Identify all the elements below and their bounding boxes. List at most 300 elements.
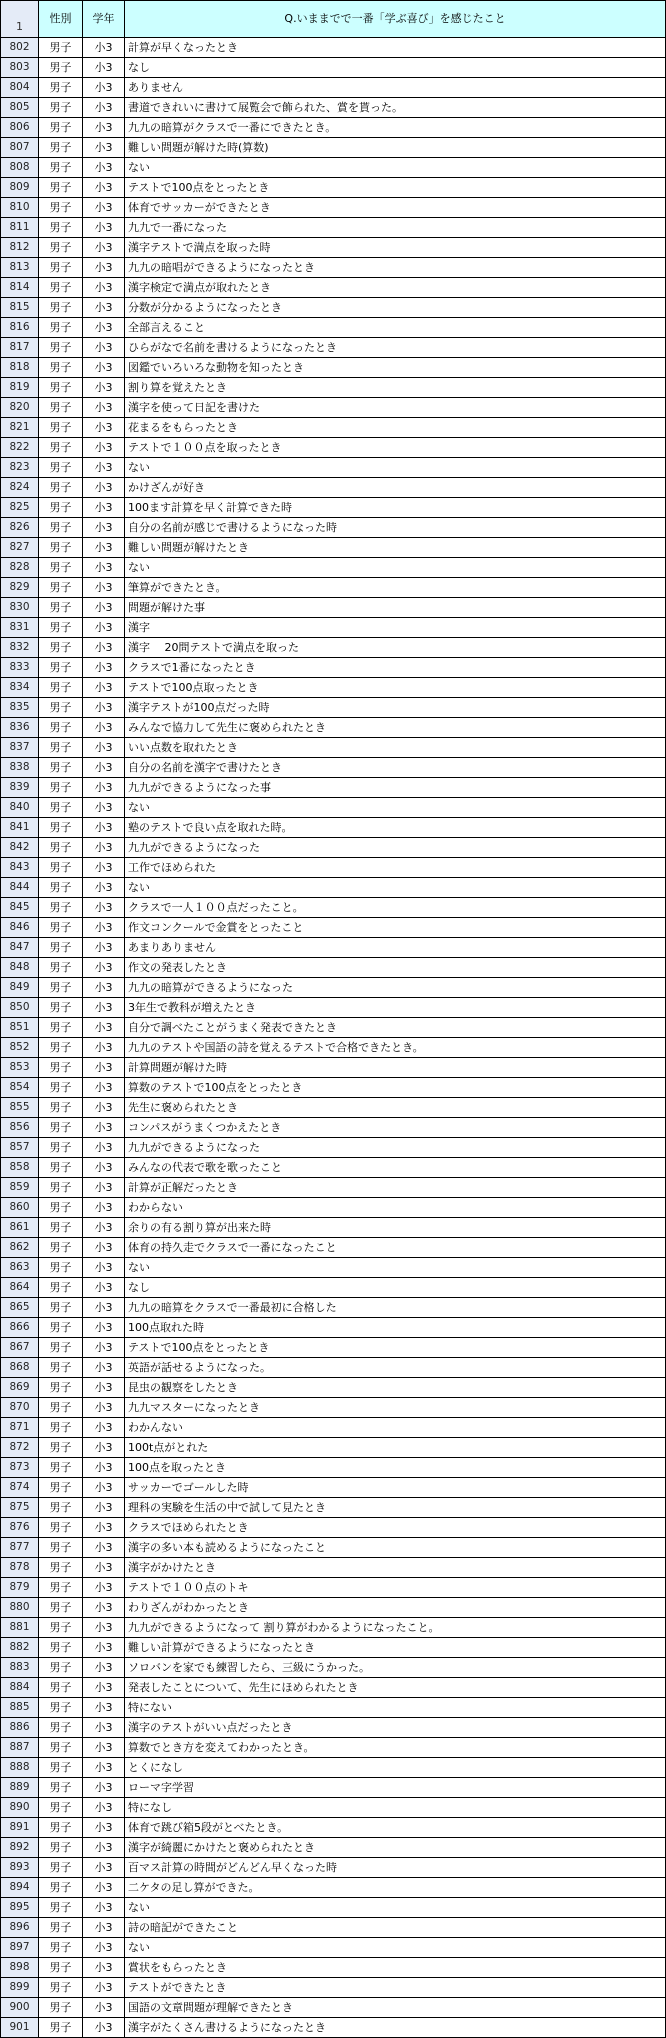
answer-cell[interactable]: 体育の持久走でクラスで一番になったこと [125, 1238, 666, 1258]
answer-cell[interactable]: サッカーでゴールした時 [125, 1478, 666, 1498]
grade-cell[interactable]: 小3 [83, 58, 125, 78]
row-number-cell[interactable]: 847 [1, 938, 39, 958]
row-number-cell[interactable]: 834 [1, 678, 39, 698]
grade-cell[interactable]: 小3 [83, 418, 125, 438]
answer-cell[interactable]: ない [125, 158, 666, 178]
answer-cell[interactable]: 漢字 [125, 618, 666, 638]
answer-cell[interactable]: 九九ができるようになった [125, 838, 666, 858]
gender-cell[interactable]: 男子 [39, 38, 83, 58]
answer-cell[interactable]: ない [125, 558, 666, 578]
row-number-cell[interactable]: 873 [1, 1458, 39, 1478]
grade-cell[interactable]: 小3 [83, 1858, 125, 1878]
row-number-cell[interactable]: 830 [1, 598, 39, 618]
answer-cell[interactable]: 割り算を覚えたとき [125, 378, 666, 398]
gender-cell[interactable]: 男子 [39, 1318, 83, 1338]
grade-cell[interactable]: 小3 [83, 758, 125, 778]
gender-cell[interactable]: 男子 [39, 1218, 83, 1238]
gender-cell[interactable]: 男子 [39, 1278, 83, 1298]
answer-cell[interactable]: あまりありません [125, 938, 666, 958]
answer-cell[interactable]: 100ます計算を早く計算できた時 [125, 498, 666, 518]
gender-cell[interactable]: 男子 [39, 778, 83, 798]
row-number-cell[interactable]: 828 [1, 558, 39, 578]
grade-cell[interactable]: 小3 [83, 1038, 125, 1058]
answer-cell[interactable]: みんなで協力して先生に褒められたとき [125, 718, 666, 738]
answer-cell[interactable]: 筆算ができたとき。 [125, 578, 666, 598]
gender-cell[interactable]: 男子 [39, 698, 83, 718]
gender-cell[interactable]: 男子 [39, 1758, 83, 1778]
answer-cell[interactable]: 計算問題が解けた時 [125, 1058, 666, 1078]
gender-cell[interactable]: 男子 [39, 1858, 83, 1878]
row-number-cell[interactable]: 838 [1, 758, 39, 778]
row-number-cell[interactable]: 893 [1, 1858, 39, 1878]
answer-cell[interactable]: ない [125, 878, 666, 898]
answer-cell[interactable]: 問題が解けた事 [125, 598, 666, 618]
grade-cell[interactable]: 小3 [83, 618, 125, 638]
row-number-cell[interactable]: 898 [1, 1958, 39, 1978]
grade-cell[interactable]: 小3 [83, 1278, 125, 1298]
grade-cell[interactable]: 小3 [83, 118, 125, 138]
grade-cell[interactable]: 小3 [83, 1618, 125, 1638]
grade-cell[interactable]: 小3 [83, 178, 125, 198]
gender-cell[interactable]: 男子 [39, 1138, 83, 1158]
row-number-cell[interactable]: 877 [1, 1538, 39, 1558]
answer-cell[interactable]: ない [125, 1898, 666, 1918]
grade-cell[interactable]: 小3 [83, 1878, 125, 1898]
gender-cell[interactable]: 男子 [39, 1398, 83, 1418]
row-number-cell[interactable]: 851 [1, 1018, 39, 1038]
answer-cell[interactable]: 九九の暗算をクラスで一番最初に合格した [125, 1298, 666, 1318]
gender-cell[interactable]: 男子 [39, 1018, 83, 1038]
grade-cell[interactable]: 小3 [83, 238, 125, 258]
grade-cell[interactable]: 小3 [83, 818, 125, 838]
answer-cell[interactable]: 自分で調べたことがうまく発表できたとき [125, 1018, 666, 1038]
grade-cell[interactable]: 小3 [83, 1478, 125, 1498]
gender-cell[interactable]: 男子 [39, 1238, 83, 1258]
grade-cell[interactable]: 小3 [83, 198, 125, 218]
answer-cell[interactable]: 漢字を使って日記を書けた [125, 398, 666, 418]
grade-cell[interactable]: 小3 [83, 298, 125, 318]
grade-cell[interactable]: 小3 [83, 1258, 125, 1278]
row-number-cell[interactable]: 865 [1, 1298, 39, 1318]
gender-cell[interactable]: 男子 [39, 1358, 83, 1378]
row-number-cell[interactable]: 810 [1, 198, 39, 218]
answer-cell[interactable]: クラスでほめられたとき [125, 1518, 666, 1538]
grade-cell[interactable]: 小3 [83, 1918, 125, 1938]
row-number-cell[interactable]: 884 [1, 1678, 39, 1698]
answer-cell[interactable]: 九九ができるようになって 割り算がわかるようになったこと。 [125, 1618, 666, 1638]
row-number-cell[interactable]: 901 [1, 2018, 39, 2038]
answer-cell[interactable]: 漢字テストで満点を取った時 [125, 238, 666, 258]
grade-cell[interactable]: 小3 [83, 678, 125, 698]
answer-cell[interactable]: 図鑑でいろいろな動物を知ったとき [125, 358, 666, 378]
gender-cell[interactable]: 男子 [39, 338, 83, 358]
gender-cell[interactable]: 男子 [39, 318, 83, 338]
row-number-cell[interactable]: 848 [1, 958, 39, 978]
answer-cell[interactable]: 難しい問題が解けた時(算数) [125, 138, 666, 158]
grade-cell[interactable]: 小3 [83, 1578, 125, 1598]
answer-cell[interactable]: テストで100点をとったとき [125, 1338, 666, 1358]
row-number-cell[interactable]: 818 [1, 358, 39, 378]
gender-cell[interactable]: 男子 [39, 1838, 83, 1858]
grade-cell[interactable]: 小3 [83, 1358, 125, 1378]
answer-cell[interactable]: ローマ字学習 [125, 1778, 666, 1798]
gender-cell[interactable]: 男子 [39, 598, 83, 618]
row-number-cell[interactable]: 832 [1, 638, 39, 658]
grade-cell[interactable]: 小3 [83, 1678, 125, 1698]
grade-cell[interactable]: 小3 [83, 1978, 125, 1998]
gender-cell[interactable]: 男子 [39, 258, 83, 278]
answer-cell[interactable]: 漢字の多い本も読めるようになったこと [125, 1538, 666, 1558]
answer-cell[interactable]: わかんない [125, 1418, 666, 1438]
answer-cell[interactable]: 昆虫の観察をしたとき [125, 1378, 666, 1398]
answer-cell[interactable]: ありません [125, 78, 666, 98]
row-number-cell[interactable]: 881 [1, 1618, 39, 1638]
grade-cell[interactable]: 小3 [83, 458, 125, 478]
grade-cell[interactable]: 小3 [83, 1458, 125, 1478]
gender-cell[interactable]: 男子 [39, 818, 83, 838]
gender-cell[interactable]: 男子 [39, 1678, 83, 1698]
answer-cell[interactable]: とくになし [125, 1758, 666, 1778]
grade-cell[interactable]: 小3 [83, 778, 125, 798]
gender-cell[interactable]: 男子 [39, 718, 83, 738]
gender-cell[interactable]: 男子 [39, 938, 83, 958]
gender-cell[interactable]: 男子 [39, 178, 83, 198]
row-number-cell[interactable]: 876 [1, 1518, 39, 1538]
gender-cell[interactable]: 男子 [39, 838, 83, 858]
gender-cell[interactable]: 男子 [39, 858, 83, 878]
row-number-cell[interactable]: 803 [1, 58, 39, 78]
row-number-cell[interactable]: 811 [1, 218, 39, 238]
row-number-cell[interactable]: 809 [1, 178, 39, 198]
grade-cell[interactable]: 小3 [83, 1998, 125, 2018]
gender-cell[interactable]: 男子 [39, 1598, 83, 1618]
gender-cell[interactable]: 男子 [39, 218, 83, 238]
answer-cell[interactable]: 九九の暗唱ができるようになったとき [125, 258, 666, 278]
answer-cell[interactable]: 九九の暗算ができるようになった [125, 978, 666, 998]
answer-cell[interactable]: ソロバンを家でも練習したら、三級にうかった。 [125, 1658, 666, 1678]
answer-cell[interactable]: 難しい問題が解けたとき [125, 538, 666, 558]
row-number-cell[interactable]: 882 [1, 1638, 39, 1658]
answer-cell[interactable]: 算数でとき方を変えてわかったとき。 [125, 1738, 666, 1758]
answer-cell[interactable]: クラスで一人１００点だったこと。 [125, 898, 666, 918]
gender-cell[interactable]: 男子 [39, 1178, 83, 1198]
gender-cell[interactable]: 男子 [39, 638, 83, 658]
row-number-cell[interactable]: 808 [1, 158, 39, 178]
row-number-cell[interactable]: 840 [1, 798, 39, 818]
answer-cell[interactable]: 理科の実験を生活の中で試して見たとき [125, 1498, 666, 1518]
row-number-cell[interactable]: 866 [1, 1318, 39, 1338]
answer-cell[interactable]: 国語の文章問題が理解できたとき [125, 1998, 666, 2018]
answer-cell[interactable]: 100点を取ったとき [125, 1458, 666, 1478]
gender-cell[interactable]: 男子 [39, 1718, 83, 1738]
row-number-cell[interactable]: 883 [1, 1658, 39, 1678]
grade-cell[interactable]: 小3 [83, 1798, 125, 1818]
grade-cell[interactable]: 小3 [83, 2018, 125, 2038]
gender-cell[interactable]: 男子 [39, 1518, 83, 1538]
answer-cell[interactable]: 100t点がとれた [125, 1438, 666, 1458]
gender-cell[interactable]: 男子 [39, 498, 83, 518]
gender-cell[interactable]: 男子 [39, 1798, 83, 1818]
gender-cell[interactable]: 男子 [39, 1458, 83, 1478]
grade-cell[interactable]: 小3 [83, 1938, 125, 1958]
grade-cell[interactable]: 小3 [83, 898, 125, 918]
answer-cell[interactable]: 計算が正解だったとき [125, 1178, 666, 1198]
row-number-cell[interactable]: 812 [1, 238, 39, 258]
grade-cell[interactable]: 小3 [83, 1298, 125, 1318]
grade-cell[interactable]: 小3 [83, 1178, 125, 1198]
gender-cell[interactable]: 男子 [39, 358, 83, 378]
row-number-cell[interactable]: 820 [1, 398, 39, 418]
row-number-cell[interactable]: 804 [1, 78, 39, 98]
row-number-cell[interactable]: 861 [1, 1218, 39, 1238]
grade-cell[interactable]: 小3 [83, 658, 125, 678]
row-number-cell[interactable]: 875 [1, 1498, 39, 1518]
gender-cell[interactable]: 男子 [39, 618, 83, 638]
row-number-cell[interactable]: 821 [1, 418, 39, 438]
grade-cell[interactable]: 小3 [83, 878, 125, 898]
row-number-cell[interactable]: 815 [1, 298, 39, 318]
gender-cell[interactable]: 男子 [39, 1998, 83, 2018]
answer-cell[interactable]: 算数のテストで100点をとったとき [125, 1078, 666, 1098]
gender-cell[interactable]: 男子 [39, 1118, 83, 1138]
gender-cell[interactable]: 男子 [39, 1298, 83, 1318]
gender-cell[interactable]: 男子 [39, 238, 83, 258]
grade-cell[interactable]: 小3 [83, 358, 125, 378]
row-number-header[interactable]: 1 [1, 1, 39, 38]
answer-cell[interactable]: 漢字検定で満点が取れたとき [125, 278, 666, 298]
answer-cell[interactable]: 発表したことについて、先生にほめられたとき [125, 1678, 666, 1698]
row-number-cell[interactable]: 824 [1, 478, 39, 498]
answer-cell[interactable]: 特になし [125, 1798, 666, 1818]
answer-cell[interactable]: ない [125, 458, 666, 478]
gender-cell[interactable]: 男子 [39, 1418, 83, 1438]
grade-cell[interactable]: 小3 [83, 1338, 125, 1358]
answer-cell[interactable]: ない [125, 1258, 666, 1278]
row-number-cell[interactable]: 819 [1, 378, 39, 398]
grade-cell[interactable]: 小3 [83, 1558, 125, 1578]
row-number-cell[interactable]: 862 [1, 1238, 39, 1258]
answer-cell[interactable]: かけざんが好き [125, 478, 666, 498]
gender-cell[interactable]: 男子 [39, 198, 83, 218]
answer-cell[interactable]: テストで１００点のトキ [125, 1578, 666, 1598]
grade-cell[interactable]: 小3 [83, 1198, 125, 1218]
answer-cell[interactable]: 体育で跳び箱5段がとべたとき。 [125, 1818, 666, 1838]
grade-cell[interactable]: 小3 [83, 1698, 125, 1718]
row-number-cell[interactable]: 850 [1, 998, 39, 1018]
grade-cell[interactable]: 小3 [83, 1418, 125, 1438]
row-number-cell[interactable]: 888 [1, 1758, 39, 1778]
row-number-cell[interactable]: 829 [1, 578, 39, 598]
answer-cell[interactable]: 漢字 20問テストで満点を取った [125, 638, 666, 658]
grade-cell[interactable]: 小3 [83, 1818, 125, 1838]
row-number-cell[interactable]: 835 [1, 698, 39, 718]
gender-cell[interactable]: 男子 [39, 98, 83, 118]
answer-cell[interactable]: 先生に褒められたとき [125, 1098, 666, 1118]
grade-cell[interactable]: 小3 [83, 138, 125, 158]
grade-cell[interactable]: 小3 [83, 378, 125, 398]
gender-cell[interactable]: 男子 [39, 1078, 83, 1098]
answer-cell[interactable]: 九九ができるようになった事 [125, 778, 666, 798]
grade-cell[interactable]: 小3 [83, 998, 125, 1018]
grade-cell[interactable]: 小3 [83, 598, 125, 618]
row-number-cell[interactable]: 833 [1, 658, 39, 678]
row-number-cell[interactable]: 863 [1, 1258, 39, 1278]
gender-cell[interactable]: 男子 [39, 1698, 83, 1718]
row-number-cell[interactable]: 836 [1, 718, 39, 738]
answer-cell[interactable]: 漢字テストが100点だった時 [125, 698, 666, 718]
row-number-cell[interactable]: 889 [1, 1778, 39, 1798]
answer-cell[interactable]: ない [125, 1938, 666, 1958]
row-number-cell[interactable]: 892 [1, 1838, 39, 1858]
column-header-gender[interactable]: 性別 [39, 1, 83, 38]
answer-cell[interactable]: なし [125, 58, 666, 78]
gender-cell[interactable]: 男子 [39, 58, 83, 78]
row-number-cell[interactable]: 852 [1, 1038, 39, 1058]
gender-cell[interactable]: 男子 [39, 518, 83, 538]
row-number-cell[interactable]: 842 [1, 838, 39, 858]
answer-cell[interactable]: 賞状をもらったとき [125, 1958, 666, 1978]
answer-cell[interactable]: 九九の暗算がクラスで一番にできたとき。 [125, 118, 666, 138]
answer-cell[interactable]: ひらがなで名前を書けるようになったとき [125, 338, 666, 358]
answer-cell[interactable]: 花まるをもらったとき [125, 418, 666, 438]
gender-cell[interactable]: 男子 [39, 418, 83, 438]
answer-cell[interactable]: 書道できれいに書けて展覧会で飾られた、賞を貰った。 [125, 98, 666, 118]
grade-cell[interactable]: 小3 [83, 538, 125, 558]
answer-cell[interactable]: わりざんがわかったとき [125, 1598, 666, 1618]
row-number-cell[interactable]: 869 [1, 1378, 39, 1398]
grade-cell[interactable]: 小3 [83, 218, 125, 238]
answer-cell[interactable]: 英語が話せるようになった。 [125, 1358, 666, 1378]
row-number-cell[interactable]: 860 [1, 1198, 39, 1218]
gender-cell[interactable]: 男子 [39, 158, 83, 178]
answer-cell[interactable]: 百マス計算の時間がどんどん早くなった時 [125, 1858, 666, 1878]
gender-cell[interactable]: 男子 [39, 1438, 83, 1458]
grade-cell[interactable]: 小3 [83, 498, 125, 518]
answer-cell[interactable]: 分数が分かるようになったとき [125, 298, 666, 318]
answer-cell[interactable]: 3年生で教科が増えたとき [125, 998, 666, 1018]
row-number-cell[interactable]: 822 [1, 438, 39, 458]
grade-cell[interactable]: 小3 [83, 638, 125, 658]
answer-cell[interactable]: 作文コンクールで金賞をとったこと [125, 918, 666, 938]
answer-cell[interactable]: 計算が早くなったとき [125, 38, 666, 58]
grade-cell[interactable]: 小3 [83, 1098, 125, 1118]
grade-cell[interactable]: 小3 [83, 398, 125, 418]
row-number-cell[interactable]: 867 [1, 1338, 39, 1358]
answer-cell[interactable]: 全部言えること [125, 318, 666, 338]
gender-cell[interactable]: 男子 [39, 478, 83, 498]
row-number-cell[interactable]: 843 [1, 858, 39, 878]
gender-cell[interactable]: 男子 [39, 1938, 83, 1958]
answer-cell[interactable]: 詩の暗記ができたこと [125, 1918, 666, 1938]
grade-cell[interactable]: 小3 [83, 158, 125, 178]
row-number-cell[interactable]: 854 [1, 1078, 39, 1098]
row-number-cell[interactable]: 802 [1, 38, 39, 58]
gender-cell[interactable]: 男子 [39, 1618, 83, 1638]
grade-cell[interactable]: 小3 [83, 1238, 125, 1258]
grade-cell[interactable]: 小3 [83, 1778, 125, 1798]
answer-cell[interactable]: 漢字がかけたとき [125, 1558, 666, 1578]
column-header-question[interactable]: Q.いままでで一番「学ぶ喜び」を感じたこと [125, 1, 666, 38]
gender-cell[interactable]: 男子 [39, 898, 83, 918]
gender-cell[interactable]: 男子 [39, 758, 83, 778]
grade-cell[interactable]: 小3 [83, 1438, 125, 1458]
gender-cell[interactable]: 男子 [39, 1578, 83, 1598]
grade-cell[interactable]: 小3 [83, 1538, 125, 1558]
grade-cell[interactable]: 小3 [83, 1138, 125, 1158]
grade-cell[interactable]: 小3 [83, 698, 125, 718]
gender-cell[interactable]: 男子 [39, 1978, 83, 1998]
grade-cell[interactable]: 小3 [83, 1898, 125, 1918]
grade-cell[interactable]: 小3 [83, 1318, 125, 1338]
row-number-cell[interactable]: 853 [1, 1058, 39, 1078]
answer-cell[interactable]: 自分の名前が感じで書けるようになった時 [125, 518, 666, 538]
gender-cell[interactable]: 男子 [39, 1198, 83, 1218]
answer-cell[interactable]: 作文の発表したとき [125, 958, 666, 978]
row-number-cell[interactable]: 886 [1, 1718, 39, 1738]
row-number-cell[interactable]: 885 [1, 1698, 39, 1718]
grade-cell[interactable]: 小3 [83, 558, 125, 578]
gender-cell[interactable]: 男子 [39, 458, 83, 478]
row-number-cell[interactable]: 899 [1, 1978, 39, 1998]
gender-cell[interactable]: 男子 [39, 78, 83, 98]
row-number-cell[interactable]: 868 [1, 1358, 39, 1378]
gender-cell[interactable]: 男子 [39, 1498, 83, 1518]
row-number-cell[interactable]: 874 [1, 1478, 39, 1498]
answer-cell[interactable]: テストで100点をとったとき [125, 178, 666, 198]
grade-cell[interactable]: 小3 [83, 838, 125, 858]
row-number-cell[interactable]: 856 [1, 1118, 39, 1138]
gender-cell[interactable]: 男子 [39, 1898, 83, 1918]
row-number-cell[interactable]: 823 [1, 458, 39, 478]
grade-cell[interactable]: 小3 [83, 1078, 125, 1098]
answer-cell[interactable]: 九九のテストや国語の詩を覚えるテストで合格できたとき。 [125, 1038, 666, 1058]
gender-cell[interactable]: 男子 [39, 438, 83, 458]
row-number-cell[interactable]: 895 [1, 1898, 39, 1918]
grade-cell[interactable]: 小3 [83, 978, 125, 998]
gender-cell[interactable]: 男子 [39, 1658, 83, 1678]
grade-cell[interactable]: 小3 [83, 78, 125, 98]
gender-cell[interactable]: 男子 [39, 578, 83, 598]
row-number-cell[interactable]: 864 [1, 1278, 39, 1298]
grade-cell[interactable]: 小3 [83, 1398, 125, 1418]
gender-cell[interactable]: 男子 [39, 2018, 83, 2038]
grade-cell[interactable]: 小3 [83, 1958, 125, 1978]
row-number-cell[interactable]: 817 [1, 338, 39, 358]
row-number-cell[interactable]: 878 [1, 1558, 39, 1578]
answer-cell[interactable]: 体育でサッカーができたとき [125, 198, 666, 218]
row-number-cell[interactable]: 894 [1, 1878, 39, 1898]
gender-cell[interactable]: 男子 [39, 1338, 83, 1358]
answer-cell[interactable]: 難しい計算ができるようになったとき [125, 1638, 666, 1658]
grade-cell[interactable]: 小3 [83, 1738, 125, 1758]
gender-cell[interactable]: 男子 [39, 658, 83, 678]
gender-cell[interactable]: 男子 [39, 398, 83, 418]
gender-cell[interactable]: 男子 [39, 738, 83, 758]
gender-cell[interactable]: 男子 [39, 958, 83, 978]
row-number-cell[interactable]: 897 [1, 1938, 39, 1958]
row-number-cell[interactable]: 844 [1, 878, 39, 898]
gender-cell[interactable]: 男子 [39, 998, 83, 1018]
row-number-cell[interactable]: 814 [1, 278, 39, 298]
answer-cell[interactable]: 特にない [125, 1698, 666, 1718]
gender-cell[interactable]: 男子 [39, 138, 83, 158]
gender-cell[interactable]: 男子 [39, 1038, 83, 1058]
answer-cell[interactable]: 漢字が綺麗にかけたと褒められたとき [125, 1838, 666, 1858]
row-number-cell[interactable]: 806 [1, 118, 39, 138]
row-number-cell[interactable]: 813 [1, 258, 39, 278]
row-number-cell[interactable]: 805 [1, 98, 39, 118]
grade-cell[interactable]: 小3 [83, 578, 125, 598]
